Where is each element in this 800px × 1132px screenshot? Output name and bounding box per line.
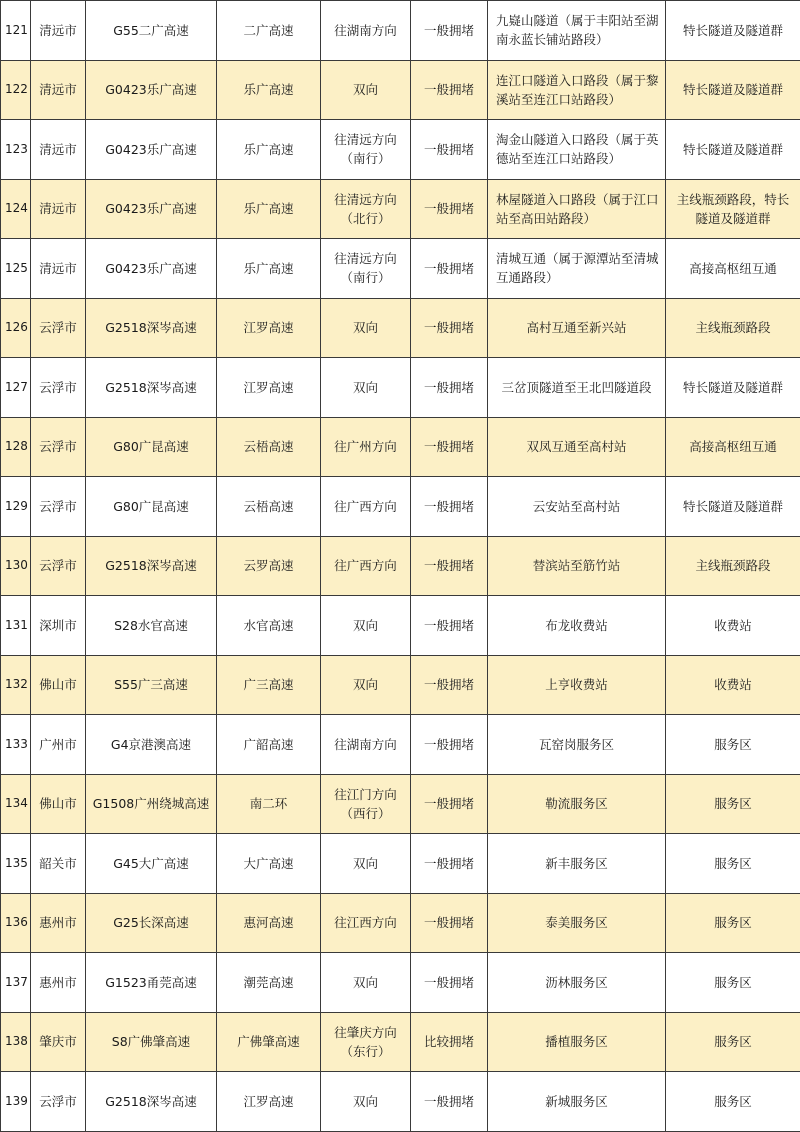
direction-cell: 双向 [321,655,411,715]
city-cell: 惠州市 [31,893,86,953]
row-number: 130 [1,536,31,596]
row-number: 128 [1,417,31,477]
location-cell: 云安站至高村站 [488,477,666,537]
direction-cell: 双向 [321,1072,411,1132]
congestion-level-cell: 一般拥堵 [411,893,488,953]
location-cell: 连江口隧道入口路段（属于黎 溪站至连江口站路段） [488,60,666,120]
table-row [1,477,800,537]
city-cell: 佛山市 [31,774,86,834]
road-name-cell: 云梧高速 [217,417,321,477]
city-cell: 广州市 [31,715,86,775]
category-cell: 主线瓶颈路段，特长 隧道及隧道群 [666,179,800,239]
road-name-cell: 江罗高速 [217,358,321,418]
road-name-cell: 江罗高速 [217,298,321,358]
highway-code-cell: G1508广州绕城高速 [86,774,217,834]
direction-cell: 往清远方向 （南行） [321,120,411,180]
location-cell: 林屋隧道入口路段（属于江口 站至高田站路段） [488,179,666,239]
row-number: 127 [1,358,31,418]
location-cell: 播植服务区 [488,1012,666,1072]
category-cell: 特长隧道及隧道群 [666,477,800,537]
row-number: 133 [1,715,31,775]
road-name-cell: 广韶高速 [217,715,321,775]
direction-cell: 往江门方向 （西行） [321,774,411,834]
direction-cell: 双向 [321,358,411,418]
row-number: 125 [1,239,31,299]
row-number: 132 [1,655,31,715]
location-cell: 九嶷山隧道（属于丰阳站至湖 南永蓝长铺站路段） [488,1,666,61]
road-name-cell: 广佛肇高速 [217,1012,321,1072]
city-cell: 云浮市 [31,477,86,537]
road-name-cell: 大广高速 [217,834,321,894]
table-row [1,239,800,299]
location-cell: 上亨收费站 [488,655,666,715]
direction-cell: 双向 [321,298,411,358]
road-name-cell: 云罗高速 [217,536,321,596]
table-row [1,1012,800,1072]
road-name-cell: 乐广高速 [217,120,321,180]
table-row [1,715,800,775]
highway-code-cell: G0423乐广高速 [86,179,217,239]
category-cell: 特长隧道及隧道群 [666,358,800,418]
highway-code-cell: G45大广高速 [86,834,217,894]
highway-code-cell: G0423乐广高速 [86,60,217,120]
highway-code-cell: G25长深高速 [86,893,217,953]
direction-cell: 往江西方向 [321,893,411,953]
direction-cell: 双向 [321,953,411,1013]
table-row [1,536,800,596]
congestion-level-cell: 一般拥堵 [411,774,488,834]
table-body [1,1,800,1132]
table-row [1,120,800,180]
row-number: 131 [1,596,31,656]
table-row [1,1072,800,1132]
location-cell: 泰美服务区 [488,893,666,953]
category-cell: 服务区 [666,1012,800,1072]
city-cell: 云浮市 [31,1072,86,1132]
congestion-level-cell: 一般拥堵 [411,298,488,358]
table-row [1,834,800,894]
congestion-level-cell: 一般拥堵 [411,715,488,775]
location-cell: 新城服务区 [488,1072,666,1132]
location-cell: 三岔顶隧道至王北凹隧道段 [488,358,666,418]
category-cell: 特长隧道及隧道群 [666,1,800,61]
direction-cell: 往广西方向 [321,477,411,537]
location-cell: 双凤互通至高村站 [488,417,666,477]
row-number: 124 [1,179,31,239]
road-name-cell: 乐广高速 [217,60,321,120]
road-name-cell: 乐广高速 [217,239,321,299]
direction-cell: 往清远方向 （北行） [321,179,411,239]
location-cell: 沥林服务区 [488,953,666,1013]
city-cell: 云浮市 [31,298,86,358]
row-number: 139 [1,1072,31,1132]
road-name-cell: 江罗高速 [217,1072,321,1132]
location-cell: 替滨站至筋竹站 [488,536,666,596]
table-row [1,60,800,120]
location-cell: 淘金山隧道入口路段（属于英 德站至连江口站路段） [488,120,666,180]
highway-code-cell: G4京港澳高速 [86,715,217,775]
category-cell: 主线瓶颈路段 [666,298,800,358]
table-row [1,358,800,418]
road-name-cell: 潮莞高速 [217,953,321,1013]
category-cell: 服务区 [666,774,800,834]
congestion-level-cell: 一般拥堵 [411,179,488,239]
highway-code-cell: G1523甬莞高速 [86,953,217,1013]
congestion-level-cell: 一般拥堵 [411,417,488,477]
highway-code-cell: G2518深岑高速 [86,536,217,596]
row-number: 126 [1,298,31,358]
congestion-level-cell: 一般拥堵 [411,358,488,418]
road-name-cell: 广三高速 [217,655,321,715]
table-row [1,953,800,1013]
row-number: 138 [1,1012,31,1072]
congestion-level-cell: 一般拥堵 [411,953,488,1013]
city-cell: 云浮市 [31,536,86,596]
congestion-level-cell: 一般拥堵 [411,239,488,299]
city-cell: 佛山市 [31,655,86,715]
category-cell: 高接高枢纽互通 [666,417,800,477]
direction-cell: 往广州方向 [321,417,411,477]
category-cell: 主线瓶颈路段 [666,536,800,596]
city-cell: 肇庆市 [31,1012,86,1072]
row-number: 134 [1,774,31,834]
location-cell: 高村互通至新兴站 [488,298,666,358]
highway-code-cell: G0423乐广高速 [86,239,217,299]
direction-cell: 双向 [321,60,411,120]
road-name-cell: 云梧高速 [217,477,321,537]
highway-code-cell: G2518深岑高速 [86,298,217,358]
row-number: 137 [1,953,31,1013]
table-row [1,596,800,656]
table-row [1,655,800,715]
highway-code-cell: S8广佛肇高速 [86,1012,217,1072]
congestion-level-cell: 比较拥堵 [411,1012,488,1072]
congestion-level-cell: 一般拥堵 [411,60,488,120]
table-row [1,774,800,834]
road-name-cell: 二广高速 [217,1,321,61]
city-cell: 惠州市 [31,953,86,1013]
highway-code-cell: G0423乐广高速 [86,120,217,180]
road-name-cell: 水官高速 [217,596,321,656]
city-cell: 清远市 [31,1,86,61]
city-cell: 清远市 [31,60,86,120]
highway-code-cell: G2518深岑高速 [86,358,217,418]
direction-cell: 双向 [321,596,411,656]
category-cell: 服务区 [666,715,800,775]
city-cell: 韶关市 [31,834,86,894]
road-name-cell: 南二环 [217,774,321,834]
highway-code-cell: G2518深岑高速 [86,1072,217,1132]
road-name-cell: 乐广高速 [217,179,321,239]
congestion-level-cell: 一般拥堵 [411,477,488,537]
congestion-level-cell: 一般拥堵 [411,596,488,656]
row-number: 135 [1,834,31,894]
row-number: 121 [1,1,31,61]
row-number: 122 [1,60,31,120]
direction-cell: 双向 [321,834,411,894]
category-cell: 特长隧道及隧道群 [666,120,800,180]
table-row [1,1,800,61]
table-row [1,893,800,953]
highway-code-cell: S28水官高速 [86,596,217,656]
direction-cell: 往清远方向 （南行） [321,239,411,299]
category-cell: 收费站 [666,655,800,715]
location-cell: 勒流服务区 [488,774,666,834]
congestion-level-cell: 一般拥堵 [411,655,488,715]
location-cell: 瓦窑岗服务区 [488,715,666,775]
location-cell: 新丰服务区 [488,834,666,894]
category-cell: 服务区 [666,1072,800,1132]
congestion-level-cell: 一般拥堵 [411,834,488,894]
table-row [1,417,800,477]
road-name-cell: 惠河高速 [217,893,321,953]
city-cell: 清远市 [31,120,86,180]
category-cell: 服务区 [666,953,800,1013]
location-cell: 布龙收费站 [488,596,666,656]
city-cell: 云浮市 [31,358,86,418]
category-cell: 服务区 [666,893,800,953]
highway-code-cell: G80广昆高速 [86,417,217,477]
category-cell: 高接高枢纽互通 [666,239,800,299]
category-cell: 服务区 [666,834,800,894]
congestion-level-cell: 一般拥堵 [411,536,488,596]
congestion-level-cell: 一般拥堵 [411,1,488,61]
highway-code-cell: G55二广高速 [86,1,217,61]
highway-code-cell: G80广昆高速 [86,477,217,537]
city-cell: 云浮市 [31,417,86,477]
city-cell: 清远市 [31,239,86,299]
city-cell: 清远市 [31,179,86,239]
direction-cell: 往肇庆方向 （东行） [321,1012,411,1072]
category-cell: 特长隧道及隧道群 [666,60,800,120]
congestion-level-cell: 一般拥堵 [411,1072,488,1132]
city-cell: 深圳市 [31,596,86,656]
table-row [1,179,800,239]
direction-cell: 往广西方向 [321,536,411,596]
congestion-level-cell: 一般拥堵 [411,120,488,180]
direction-cell: 往湖南方向 [321,715,411,775]
row-number: 123 [1,120,31,180]
row-number: 129 [1,477,31,537]
category-cell: 收费站 [666,596,800,656]
table-row [1,298,800,358]
row-number: 136 [1,893,31,953]
highway-code-cell: S55广三高速 [86,655,217,715]
direction-cell: 往湖南方向 [321,1,411,61]
location-cell: 清城互通（属于源潭站至清城 互通路段） [488,239,666,299]
